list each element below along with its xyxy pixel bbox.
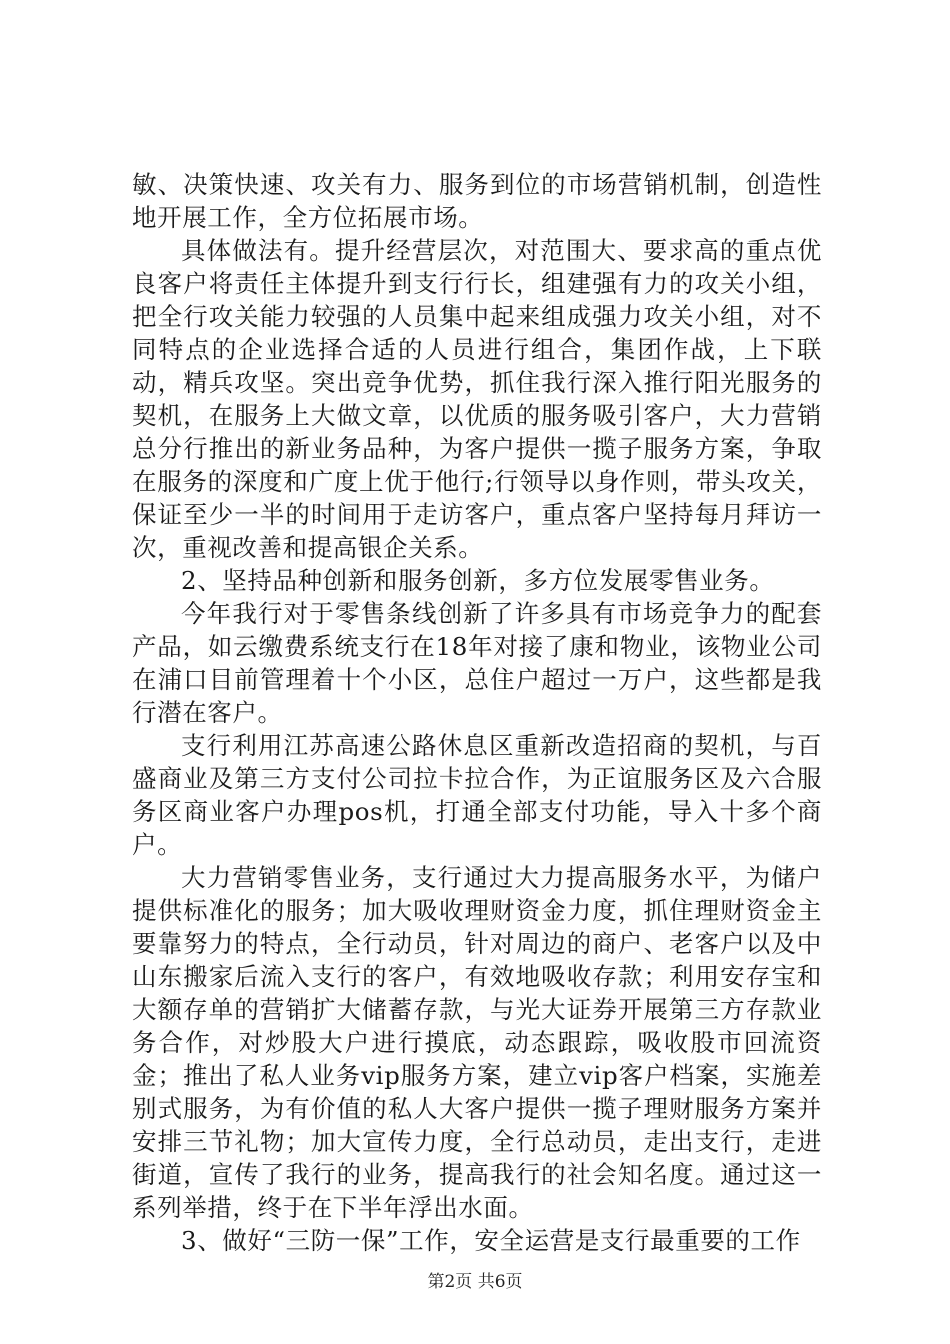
- paragraph-5: 大力营销零售业务，支行通过大力提高服务水平，为储户提供标准化的服务；加大吸收理财资金力度，抓住理财资金主要靠努力的特点，全行动员，针对周边的商户、老客户以及中山东搬家后流入支行的客户，有效地吸收存款；利用安存宝和大额存单的营销扩大储蓄存款，与光大证券开展第三方存款业务合作，对炒股大户进行摸底，动态跟踪，吸收股市回流资金；推出了私人业务vip服务方案，建立vip客户档案，实施差别式服务，为有价值的私人大客户提供一揽子理财服务方案并安排三节礼物；加大宣传力度，全行总动员，走出支行，走进街道，宣传了我行的业务，提高我行的社会知名度。通过这一系列举措，终于在下半年浮出水面。: [132, 863, 822, 1222]
- section-heading-2: 2、坚持品种创新和服务创新，多方位发展零售业务。: [181, 566, 775, 595]
- page-footer: 第2页 共6页: [427, 1272, 523, 1292]
- paragraph-1: 敏、决策快速、攻关有力、服务到位的市场营销机制，创造性地开展工作，全方位拓展市场。: [132, 170, 822, 232]
- document-body: [132, 168, 822, 1257]
- paragraph-2: 具体做法有。提升经营层次，对范围大、要求高的重点优良客户将责任主体提升到支行行长，组建强有力的攻关小组，把全行攻关能力较强的人员集中起来组成强力攻关小组，对不同特点的企业选择合适的人员进行组合，集团作战，上下联动，精兵攻坚。突出竞争优势，抓住我行深入推行阳光服务的契机，在服务上大做文章，以优质的服务吸引客户，大力营销总分行推出的新业务品种，为客户提供一揽子服务方案，争取在服务的深度和广度上优于他行;行领导以身作则，带头攻关，保证至少一半的时间用于走访客户，重点客户坚持每月拜访一次，重视改善和提高银企关系。: [132, 236, 822, 562]
- paragraph-4: 支行利用江苏高速公路休息区重新改造招商的契机，与百盛商业及第三方支付公司拉卡拉合作，为正谊服务区及六合服务区商业客户办理pos机，打通全部支付功能，导入十多个商户。: [132, 731, 822, 859]
- section-heading-3: 3、做好“三防一保”工作，安全运营是支行最重要的工作: [181, 1226, 801, 1255]
- paragraph-3: 今年我行对于零售条线创新了许多具有市场竞争力的配套产品，如云缴费系统支行在18年对接了康和物业，该物业公司在浦口目前管理着十个小区，总住户超过一万户，这些都是我行潜在客户。: [132, 599, 822, 727]
